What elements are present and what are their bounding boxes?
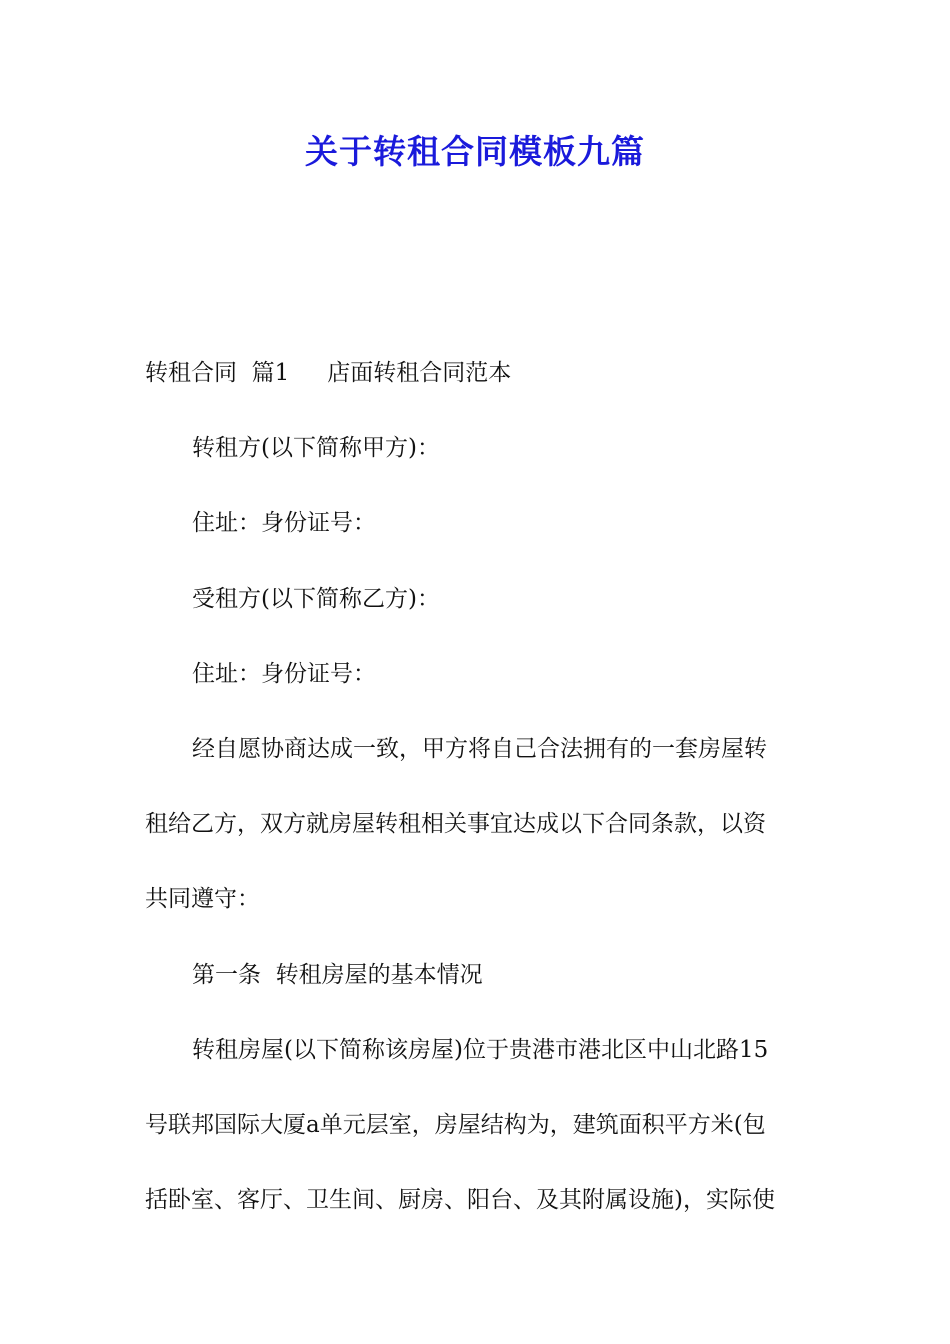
paragraph-line: 受租方(以下简称乙方)： bbox=[192, 585, 440, 612]
paragraph-line: 共同遵守： bbox=[145, 886, 260, 913]
section-heading bbox=[145, 336, 810, 411]
paragraph-line: 转租房屋(以下简称该房屋)位于贵港市港北区中山北路15 bbox=[192, 1036, 769, 1063]
paragraph-line: 号联邦国际大厦a单元层室，房屋结构为，建筑面积平方米(包 bbox=[145, 1111, 766, 1138]
paragraph-line: 住址：身份证号： bbox=[192, 510, 376, 537]
paragraph-line: 经自愿协商达成一致，甲方将自己合法拥有的一套房屋转 bbox=[192, 735, 767, 762]
document-title: 关于转租合同模板九篇 bbox=[305, 132, 645, 171]
article-heading: 第一条 转租房屋的基本情况 bbox=[192, 961, 483, 988]
section-subtitle: 店面转租合同范本 bbox=[327, 360, 512, 386]
paragraph-line: 转租方(以下简称甲方)： bbox=[192, 435, 440, 462]
section-label: 转租合同 篇1 bbox=[145, 360, 290, 386]
paragraph-line: 住址：身份证号： bbox=[192, 660, 376, 687]
paragraph-line: 括卧室、客厅、卫生间、厨房、阳台、及其附属设施)，实际使 bbox=[145, 1187, 775, 1214]
document-body bbox=[145, 336, 810, 1238]
paragraph-line: 租给乙方，双方就房屋转租相关事宜达成以下合同条款，以资 bbox=[145, 811, 766, 838]
